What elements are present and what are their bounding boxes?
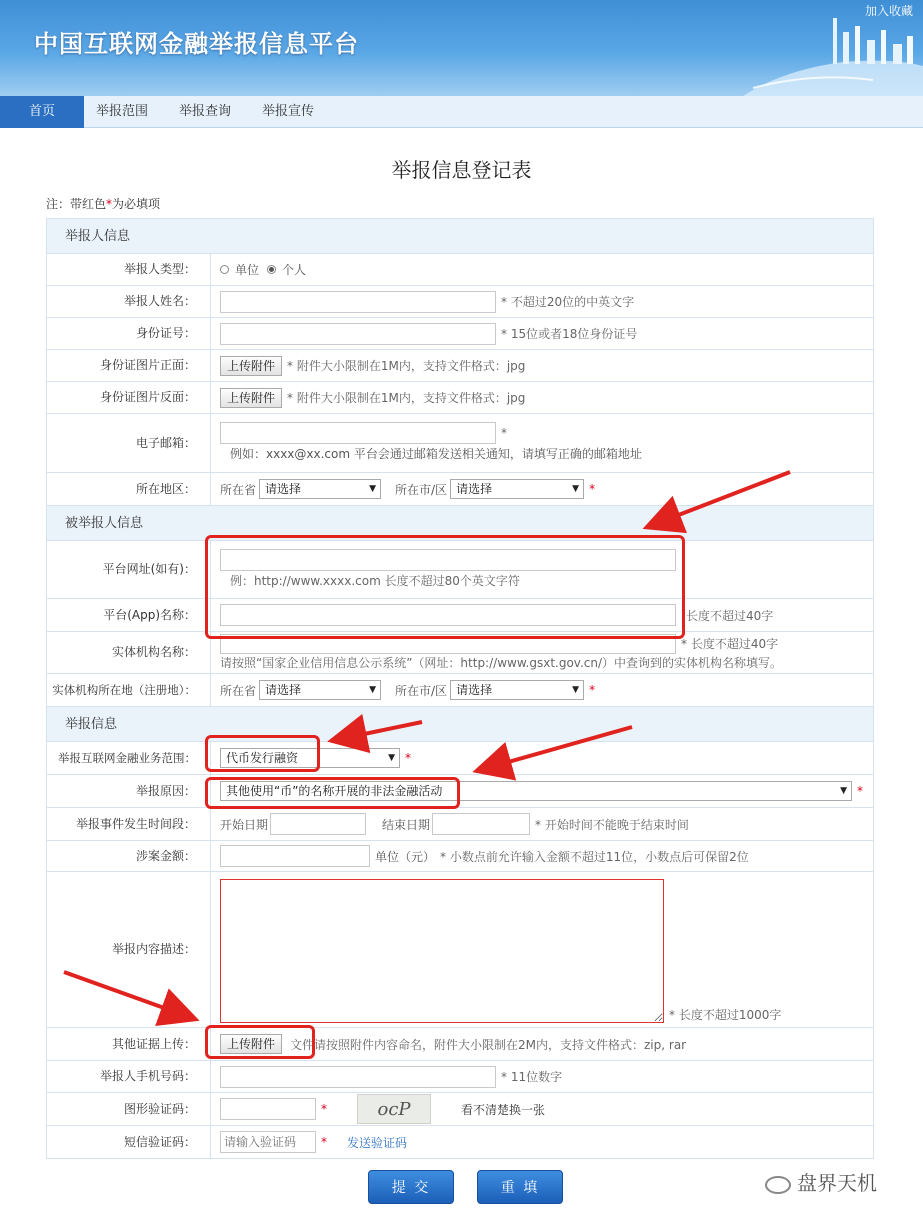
city-select[interactable]: 请选择 ▼: [450, 479, 584, 499]
row-phone: 举报人手机号码： * 11位数字: [47, 1061, 873, 1093]
business-scope-select[interactable]: 代币发行融资 ▼: [220, 748, 400, 768]
site-title: 中国互联网金融举报信息平台: [34, 30, 359, 58]
row-name: 举报人姓名： * 不超过20位的中英文字: [47, 286, 873, 318]
row-region: 所在地区： 所在省 请选择 ▼ 所在市/区 请选择 ▼ *: [47, 473, 873, 506]
row-sms: 短信验证码： 请输入验证码 * 发送验证码: [47, 1126, 873, 1158]
phone-input[interactable]: [220, 1066, 496, 1088]
province-select[interactable]: 请选择 ▼: [259, 479, 381, 499]
captcha-input[interactable]: [220, 1098, 316, 1120]
upload-evidence-button[interactable]: 上传附件: [220, 1034, 282, 1054]
row-captcha: 图形验证码： * ocP 看不清楚换一张: [47, 1093, 873, 1126]
section-reporter: 举报人信息: [47, 219, 873, 254]
end-date-input[interactable]: [432, 813, 530, 835]
name-input[interactable]: [220, 291, 496, 313]
row-reason: 举报原因： 其他使用“币”的名称开展的非法金融活动 ▼ *: [47, 775, 873, 808]
row-entity-name: 实体机构名称： * 长度不超过40字 请按照“国家企业信用信息公示系统”（网址：http://www.gsxt.gov.cn/）中查询到的实体机构名称填写。: [47, 632, 873, 674]
highlight-box: [205, 777, 460, 809]
add-favorite-link[interactable]: 加入收藏: [864, 4, 913, 18]
chevron-down-icon: ▼: [369, 484, 377, 494]
chevron-down-icon: ▼: [572, 685, 580, 695]
row-description: 举报内容描述： * 长度不超过1000字: [47, 872, 873, 1028]
entity-city-select[interactable]: 请选择 ▼: [450, 680, 584, 700]
nav-home[interactable]: 首页: [0, 96, 84, 128]
page-title: 举报信息登记表: [391, 158, 532, 182]
row-entity-region: 实体机构所在地（注册地）： 所在省 请选择 ▼ 所在市/区 请选择 ▼ *: [47, 674, 873, 707]
highlight-box: [205, 735, 320, 772]
chevron-down-icon: ▼: [369, 685, 377, 695]
captcha-refresh-link[interactable]: 看不清楚换一张: [461, 1102, 546, 1117]
row-evidence: 其他证据上传： 上传附件 文件请按照附件内容命名，附件大小限制在2M内，支持文件格式：zip, rar: [47, 1028, 873, 1061]
upload-id-front-button[interactable]: 上传附件: [220, 356, 282, 376]
reason-select[interactable]: 其他使用“币”的名称开展的非法金融活动 ▼: [220, 781, 852, 801]
section-reported: 被举报人信息: [47, 506, 873, 541]
report-form: [46, 218, 874, 1159]
upload-id-back-button[interactable]: 上传附件: [220, 388, 282, 408]
submit-button[interactable]: 提 交: [368, 1170, 454, 1204]
header-banner: [0, 0, 923, 96]
row-period: 举报事件发生时间段： 开始日期 结束日期 * 开始时间不能晚于结束时间: [47, 808, 873, 841]
row-id: 身份证号： * 15位或者18位身份证号: [47, 318, 873, 350]
radio-individual[interactable]: [267, 265, 276, 274]
row-amount: 涉案金额： 单位（元） * 小数点前允许输入金额不超过11位，小数点后可保留2位: [47, 841, 873, 872]
reset-button[interactable]: 重 填: [477, 1170, 563, 1204]
chevron-down-icon: ▼: [840, 786, 847, 796]
start-date-input[interactable]: [270, 813, 366, 835]
captcha-image[interactable]: ocP: [357, 1094, 431, 1124]
send-code-link[interactable]: 发送验证码: [347, 1135, 408, 1150]
row-id-back: 身份证图片反面： 上传附件 * 附件大小限制在1M内，支持文件格式：jpg: [47, 382, 873, 414]
row-reporter-type: 举报人类型： 单位 个人: [47, 254, 873, 286]
id-input[interactable]: [220, 323, 496, 345]
entity-province-select[interactable]: 请选择 ▼: [259, 680, 381, 700]
section-report: 举报信息: [47, 707, 873, 742]
highlight-box: [205, 535, 685, 639]
chevron-down-icon: ▼: [572, 484, 580, 494]
required-note: 注：带红色*为必填项: [46, 197, 161, 211]
nav-publicity[interactable]: 举报宣传: [262, 104, 315, 119]
watermark: 盘界天机: [765, 1167, 877, 1196]
row-id-front: 身份证图片正面： 上传附件 * 附件大小限制在1M内，支持文件格式：jpg: [47, 350, 873, 382]
nav-scope[interactable]: 举报范围: [96, 104, 149, 119]
wechat-icon: [765, 1176, 791, 1194]
description-textarea[interactable]: [220, 879, 664, 1023]
nav-query[interactable]: 举报查询: [179, 104, 232, 119]
chevron-down-icon: ▼: [388, 753, 395, 763]
top-nav: [0, 96, 923, 128]
row-email: 电子邮箱： * 例如：xxxx@xx.com 平台会通过邮箱发送相关通知，请填写正确的邮箱地址: [47, 414, 873, 473]
row-platform-url: 平台网址(如有)： 例：http://www.xxxx.com 长度不超过80个英文字符: [47, 541, 873, 599]
sms-code-input[interactable]: [220, 1131, 316, 1153]
amount-input[interactable]: [220, 845, 370, 867]
radio-unit[interactable]: [220, 265, 229, 274]
row-app-name: 平台(App)名称： 长度不超过40字: [47, 599, 873, 632]
email-input[interactable]: [220, 422, 496, 444]
row-scope: 举报互联网金融业务范围： 代币发行融资 ▼ *: [47, 742, 873, 775]
highlight-box: [205, 1025, 315, 1059]
